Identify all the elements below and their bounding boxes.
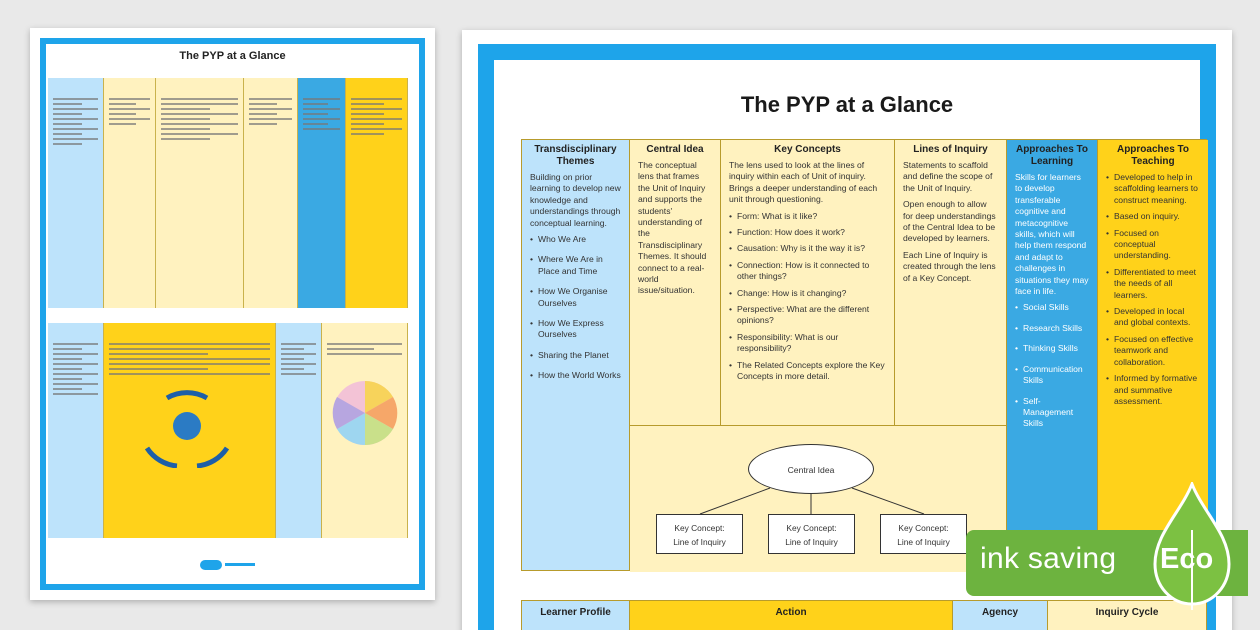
key-concept-label: Key Concept:: [786, 523, 837, 533]
list-item: • Focused on effective teamwork and collaboration.: [1106, 334, 1200, 368]
heading-learner-profile: Learner Profile: [522, 601, 630, 630]
thumbnail-inquiry-wheel-icon: [325, 358, 405, 448]
column-intro: Building on prior learning to develop new knowledge and understandings through conceptual learning.: [530, 172, 621, 228]
list-item: • Focused on conceptual understanding.: [1106, 228, 1200, 262]
column-transdisciplinary-themes: [522, 140, 630, 570]
thumbnail-top-grid: [48, 78, 408, 308]
poster-title: The PYP at a Glance: [740, 92, 954, 117]
thumb-col: [104, 323, 276, 538]
heading-inquiry-cycle: Inquiry Cycle: [1048, 601, 1206, 630]
thumb-col: [104, 78, 156, 308]
column-heading: Transdisciplinary Themes: [534, 144, 617, 167]
list-item: • Where We Are in Place and Time: [530, 254, 621, 277]
list-item: • Form: What is it like?: [729, 211, 886, 222]
central-idea-diagram: [630, 425, 1007, 572]
list-item: • Informed by formative and summative assessment.: [1106, 373, 1200, 407]
thumb-col: [244, 78, 298, 308]
twinkl-logo: [200, 556, 260, 566]
column-body: [895, 158, 1006, 291]
ink-saving-label: ink saving: [980, 542, 1117, 575]
list-item: • Self-Management Skills: [1015, 396, 1089, 430]
column-paragraph: Each Line of Inquiry is created through the lens of a Key Concept.: [903, 249, 996, 283]
column-heading: Approaches To Learning: [1015, 144, 1089, 167]
column-body: [1098, 170, 1208, 414]
list-item: • Communication Skills: [1015, 364, 1089, 387]
thumb-col: [48, 78, 104, 308]
list-item: • Developed to help in scaffolding learners to construct meaning.: [1106, 172, 1200, 206]
thumb-col: [276, 323, 322, 538]
list-item: • Thinking Skills: [1015, 343, 1089, 354]
column-body: [1007, 170, 1097, 441]
column-body: [721, 158, 894, 390]
key-concept-label: Key Concept:: [898, 523, 949, 533]
list-item: • Causation: Why is it the way it is?: [729, 243, 886, 254]
list-item: • Function: How does it work?: [729, 227, 886, 238]
thumb-col: [298, 78, 346, 308]
column-body: [630, 158, 720, 304]
column-lines-of-inquiry: [895, 140, 1007, 425]
column-approaches-to-learning: [1007, 140, 1098, 570]
list-item: • Based on inquiry.: [1106, 211, 1200, 222]
column-key-concepts: [721, 140, 895, 425]
list-item: • The Related Concepts explore the Key Concepts in more detail.: [729, 360, 886, 383]
column-paragraph: Open enough to allow for deep understandings of the Central Idea to be developed by learners.: [903, 199, 996, 244]
list-item: • Differentiated to meet the needs of all learners.: [1106, 267, 1200, 301]
central-idea-ellipse: Central Idea: [748, 444, 874, 494]
list-item: • Sharing the Planet: [530, 350, 621, 361]
list-item: • How We Organise Ourselves: [530, 286, 621, 309]
heading-agency: Agency: [953, 601, 1048, 630]
list-item: • How We Express Ourselves: [530, 318, 621, 341]
column-heading: Central Idea: [646, 144, 704, 155]
line-of-inquiry-label: Line of Inquiry: [897, 537, 950, 547]
list-item: • Developed in local and global contexts.: [1106, 306, 1200, 329]
thumbnail-bottom-grid: [48, 323, 408, 538]
list-item: • Change: How is it changing?: [729, 288, 886, 299]
column-central-idea: [630, 140, 721, 425]
thumbnail-page[interactable]: [30, 28, 435, 600]
list-item: • Social Skills: [1015, 302, 1089, 313]
key-concept-label: Key Concept:: [674, 523, 725, 533]
eco-label: Eco: [1160, 543, 1214, 575]
heading-action: Action: [630, 601, 953, 630]
thumbnail-action-cycle-icon: [107, 378, 267, 468]
column-heading: Approaches To Teaching: [1116, 144, 1190, 167]
list-item: • Perspective: What are the different opinions?: [729, 304, 886, 327]
column-heading: Key Concepts: [774, 144, 841, 155]
column-body: [522, 170, 629, 393]
bottom-section-headings: [521, 600, 1207, 630]
column-paragraph: The conceptual lens that frames the Unit of Inquiry and supports the students' understanding of the Transdisciplinary Themes. It should connect to a real-world issue/situation.: [638, 160, 707, 296]
list-item: • Research Skills: [1015, 323, 1089, 334]
key-concept-box: [880, 514, 967, 554]
list-item: • Responsibility: What is our responsibility?: [729, 332, 886, 355]
column-intro: The lens used to look at the lines of inquiry within each of Unit of inquiry. Brings a deeper understanding of each unit through questioning.: [729, 160, 878, 205]
line-of-inquiry-label: Line of Inquiry: [785, 537, 838, 547]
thumb-col: [156, 78, 244, 308]
column-paragraph: Statements to scaffold and define the scope of the Unit of Inquiry.: [903, 160, 993, 193]
column-heading: Lines of Inquiry: [913, 144, 988, 155]
list-item: • How the World Works: [530, 370, 621, 381]
key-concept-box: [656, 514, 743, 554]
thumbnail-title: The PYP at a Glance: [179, 50, 286, 62]
thumb-col: [48, 323, 104, 538]
list-item: • Connection: How is it connected to other things?: [729, 260, 886, 283]
thumb-col: [346, 78, 408, 308]
list-item: • Who We Are: [530, 234, 621, 245]
column-intro: Skills for learners to develop transferable cognitive and metacognitive skills, which will help them respond and adapt to challenges in situations they may face in life.: [1015, 172, 1089, 297]
line-of-inquiry-label: Line of Inquiry: [673, 537, 726, 547]
thumb-col: [322, 323, 408, 538]
key-concept-box: [768, 514, 855, 554]
overview-grid: [521, 139, 1207, 571]
